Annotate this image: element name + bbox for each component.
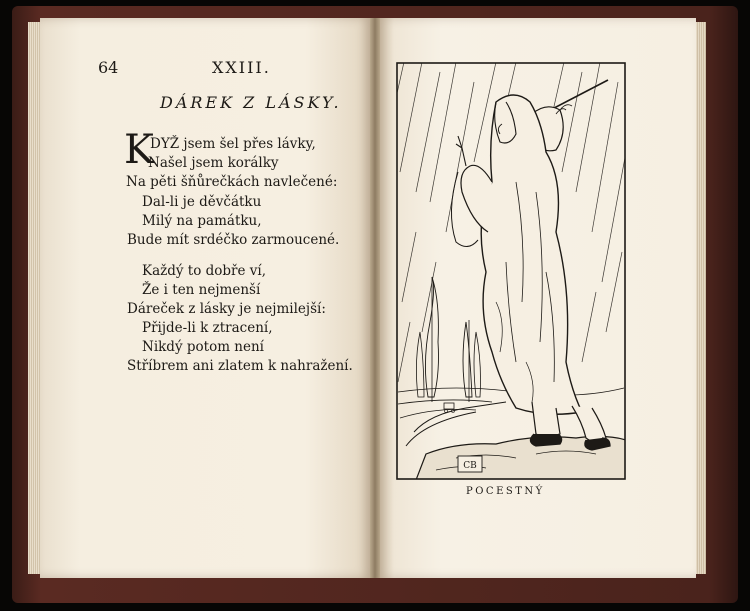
verse-line: Nikdý potom není <box>142 339 264 355</box>
verse-line: Našel jsem korálky <box>148 155 279 171</box>
traveler-illustration <box>396 62 626 480</box>
poem-title: DÁREK Z LÁSKY. <box>160 93 342 112</box>
verse-line: Každý to dobře ví, <box>142 263 267 279</box>
drop-cap: K <box>124 127 154 173</box>
verse-line: Milý na památku, <box>142 213 262 229</box>
verse-line: Přijde-li k ztracení, <box>142 320 273 336</box>
verse-line: DYŽ jsem šel přes lávky, <box>150 136 316 152</box>
verse-line: Stříbrem ani zlatem k nahražení. <box>127 358 353 374</box>
illustration-caption: POCESTNÝ <box>466 486 545 497</box>
verse-line: Dal-li je děvčátku <box>142 194 262 210</box>
book-gutter <box>370 18 380 578</box>
verse-line: Na pěti šňůrečkách navlečené: <box>126 174 338 190</box>
verse-line: Že i ten nejmenší <box>142 282 261 298</box>
verse-line: Bude mít srdéčko zarmoucené. <box>127 232 340 248</box>
verse-line: Dáreček z lásky je nejmilejší: <box>127 301 326 317</box>
chapter-number: XXIII. <box>212 58 271 77</box>
illustration-monogram: CB <box>463 461 477 471</box>
page-number: 64 <box>98 58 119 77</box>
